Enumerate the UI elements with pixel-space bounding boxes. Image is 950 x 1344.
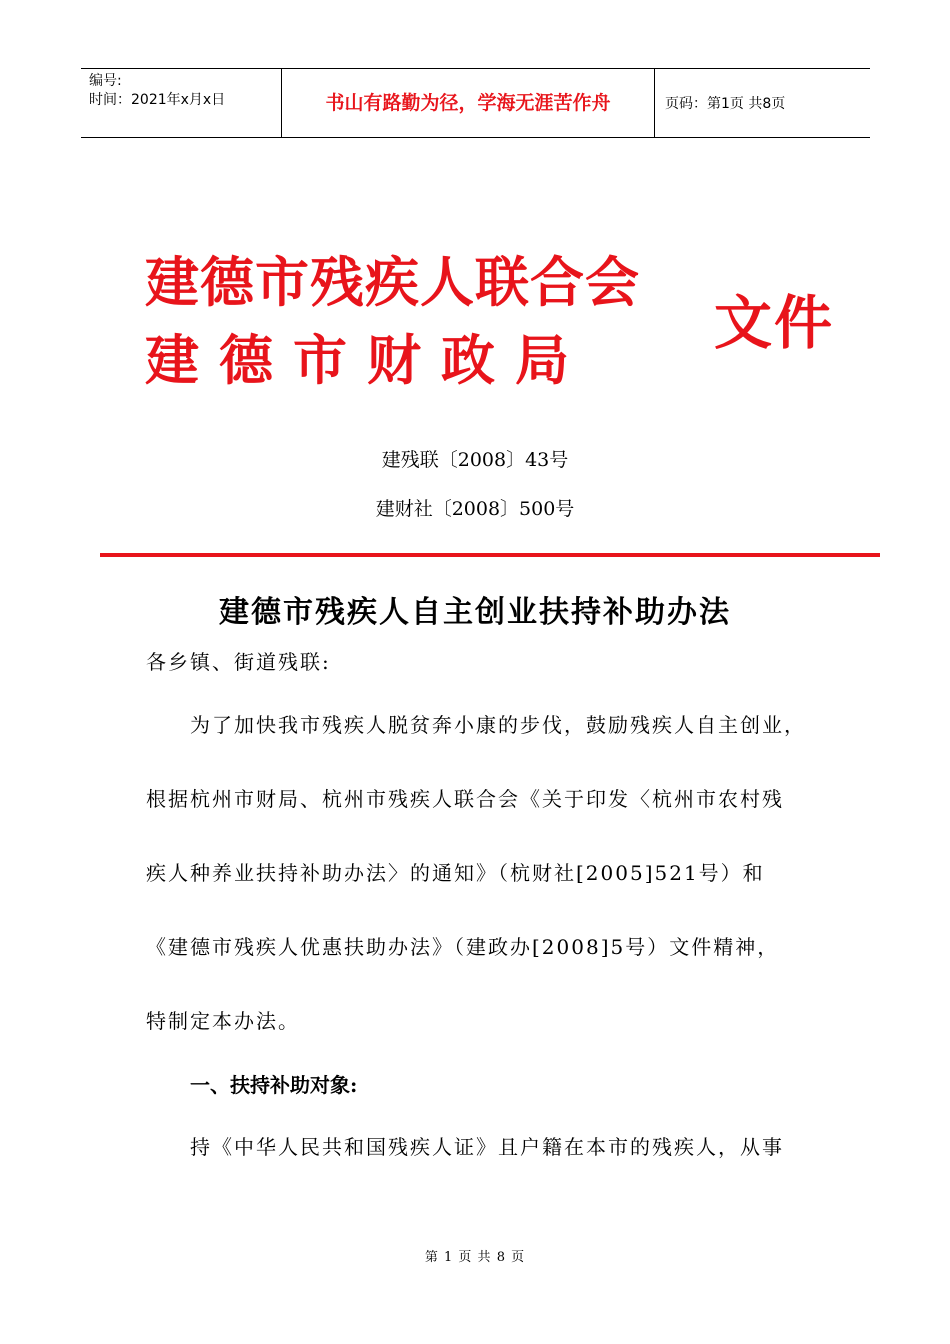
- page-info-cell: [655, 69, 870, 137]
- body-line-1: 为了加快我市残疾人脱贫奔小康的步伐，鼓励残疾人自主创业，: [190, 713, 806, 737]
- header-meta-cell: [81, 69, 282, 137]
- body-line-2: 根据杭州市财局、杭州市残疾人联合会《关于印发〈杭州市农村残: [146, 787, 784, 811]
- doc-number-2: 建财社〔2008〕500号: [375, 498, 575, 520]
- document-title: 建德市残疾人自主创业扶持补助办法: [219, 595, 731, 630]
- motto-cell: [282, 69, 655, 137]
- number-label: 编号:: [89, 73, 122, 89]
- body-line-4: 《建德市残疾人优惠扶助办法》（建政办[2008]5号）文件精神，: [146, 935, 780, 959]
- section-1-heading: 一、扶持补助对象:: [190, 1073, 358, 1097]
- doc-number-1: 建残联〔2008〕43号: [381, 449, 569, 471]
- masthead-org-1: 建德市残疾人联合会: [145, 251, 640, 314]
- masthead-doc-word: 文件: [714, 289, 835, 357]
- page-footer: 第 1 页 共 8 页: [424, 1250, 526, 1265]
- body-line-3: 疾人种养业扶持补助办法〉的通知》（杭财社[2005]521号）和: [146, 861, 765, 885]
- masthead-org-2: 建德市财政局: [145, 329, 589, 392]
- salutation: 各乡镇、街道残联:: [146, 650, 331, 674]
- time-label: 时间：2021年x月x日: [89, 92, 226, 108]
- red-divider: [100, 553, 880, 557]
- motto-text: 书山有路勤为径，学海无涯苦作舟: [325, 91, 611, 114]
- section-1-text: 持《中华人民共和国残疾人证》且户籍在本市的残疾人，从事: [190, 1135, 784, 1159]
- body-line-5: 特制定本办法。: [146, 1009, 300, 1033]
- header-table: [81, 68, 870, 138]
- page-info-text: 页码：第1页 共8页: [665, 96, 786, 112]
